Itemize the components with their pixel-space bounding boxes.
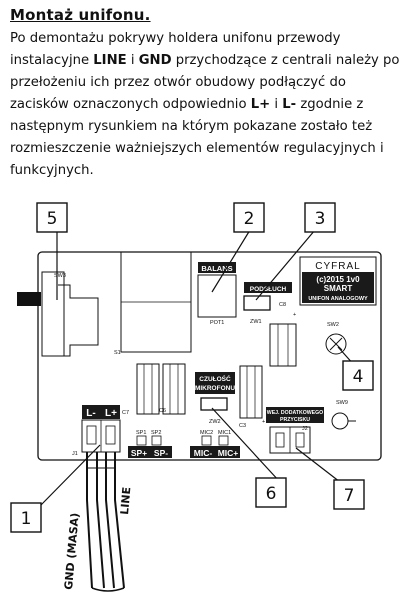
svg-text:5: 5: [46, 209, 58, 229]
paragraph-part-1: Po demontażu pokrywy holdera unifonu przewody instalacyjne: [10, 31, 341, 68]
label-mic1: MIC1: [218, 430, 232, 436]
wej-label-2: PRZYCISKU: [280, 417, 310, 423]
model-line-2: SMART: [323, 284, 353, 293]
label-sw9: SW9: [336, 400, 348, 406]
c3-capacitor: [240, 366, 262, 418]
lplus-term: L+: [250, 97, 271, 112]
svg-text:6: 6: [265, 484, 277, 504]
callout-7: [334, 480, 364, 509]
label-pot1: POT1: [210, 320, 225, 326]
label-sp1: SP1: [136, 430, 147, 436]
svg-text:2: 2: [243, 209, 255, 229]
label-sw3: SW3: [54, 273, 66, 279]
callout-6: [256, 478, 286, 507]
gnd-wire-label: GND (MASA): [62, 512, 82, 591]
czulosc-label-1: CZUŁOŚĆ: [199, 376, 231, 383]
mic-minus-label: MIC-: [193, 448, 213, 458]
label-c3: C3: [239, 423, 247, 429]
label-sw2: SW2: [327, 322, 339, 328]
wej-label-1: WEJ. DODATKOWEGO: [266, 410, 324, 416]
brand-label: CYFRAL: [315, 261, 361, 272]
c8-capacitor: [270, 324, 296, 366]
label-c8: C8: [279, 302, 287, 308]
svg-text:1: 1: [20, 509, 32, 529]
callout-4: [343, 361, 373, 390]
line-term: LINE: [93, 53, 127, 68]
paragraph-part-5: zgodnie z następnym rysunkiem na którym pokazane zostało też rozmieszczenie ważniejszych elementów regulacyjnych i funkcyjnych.: [10, 97, 384, 178]
cable: [87, 452, 124, 591]
label-mic2: MIC2: [200, 430, 214, 436]
label-c7: C7: [122, 410, 130, 416]
terminal-lplus-label: L+: [105, 408, 117, 419]
czulosc-label-2: MIKROFONU: [194, 385, 236, 392]
label-zw1: ZW1: [250, 319, 262, 325]
svg-text:+: +: [262, 419, 266, 425]
callout-3: [305, 203, 335, 232]
terminal-lminus-label: L-: [86, 408, 96, 419]
svg-text:3: 3: [314, 209, 326, 229]
sw9-button: [332, 413, 348, 429]
gnd-term: GND: [138, 53, 172, 68]
paragraph-part-3: przychodzące z centrali należy po przełożeniu ich przez otwór obudowy podłączyć do zacisków oznaczonych odpowiednio: [10, 53, 400, 112]
label-j1: J1: [72, 451, 78, 457]
svg-text:4: 4: [352, 367, 364, 387]
label-zw2: ZW2: [209, 419, 221, 425]
zw2-jumper: [201, 398, 227, 410]
label-c6: C6: [159, 408, 167, 414]
c7-capacitor: [137, 364, 159, 414]
paragraph-part-4: i: [270, 97, 283, 112]
podsluch-label: PODSŁUCH: [249, 286, 287, 293]
line-wire-label: LINE: [118, 486, 134, 516]
c6-capacitor: [163, 364, 185, 414]
svg-text:+: +: [293, 312, 297, 318]
mic-plus-label: MIC+: [217, 448, 239, 458]
section-heading: Montaż unifonu.: [10, 6, 151, 24]
pot1-potentiometer: [198, 275, 236, 317]
label-sp2: SP2: [151, 430, 162, 436]
callout-2: [234, 203, 264, 232]
lminus-term: L-: [282, 97, 297, 112]
label-s1: S1: [114, 350, 121, 356]
label-j2: J2: [302, 426, 308, 432]
model-line-3: UNIFON ANALOGOWY: [308, 296, 368, 302]
model-line-1: (c)2015 1v0: [316, 275, 360, 284]
paragraph-part-2: i: [126, 53, 139, 68]
sp-minus-label: SP-: [153, 448, 169, 458]
callout-5: [37, 203, 67, 232]
callout-1: [11, 503, 41, 532]
balans-label: BALANS: [201, 264, 233, 273]
sp-plus-label: SP+: [130, 448, 148, 458]
svg-text:7: 7: [343, 486, 355, 506]
